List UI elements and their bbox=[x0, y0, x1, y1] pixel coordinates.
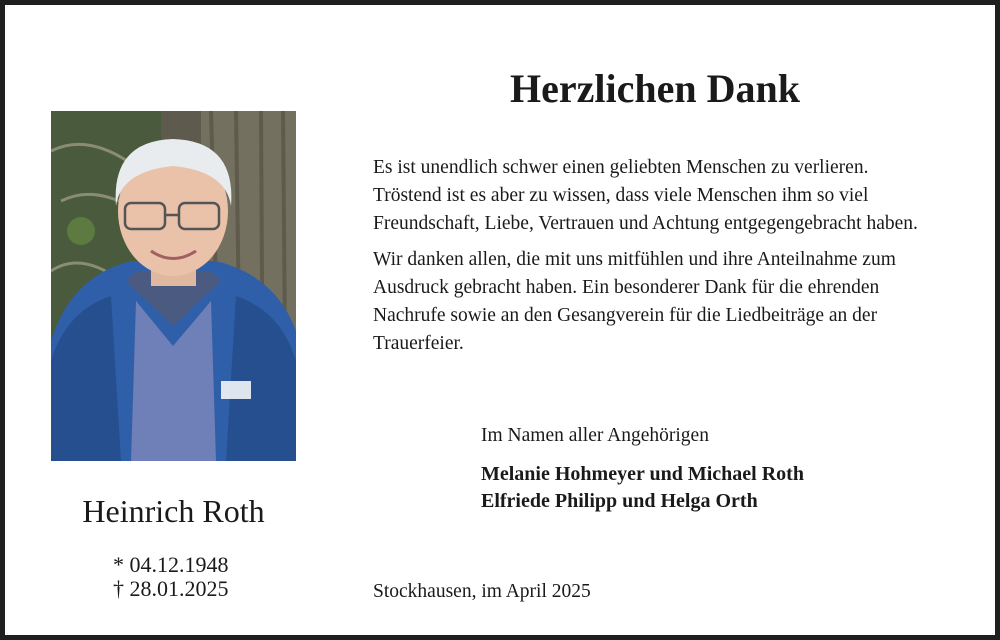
text-line: Ausdruck gebracht haben. Ein besonderer Dank für die ehrenden bbox=[373, 277, 880, 298]
deceased-name: Heinrich Roth bbox=[82, 493, 265, 529]
signoff-line: Im Namen aller Angehörigen bbox=[481, 425, 709, 446]
text-line: Tröstend ist es aber zu wissen, dass viele Menschen ihm so viel bbox=[373, 185, 869, 206]
signer-line: Melanie Hohmeyer und Michael Roth bbox=[481, 463, 804, 485]
portrait-photo bbox=[51, 111, 296, 461]
thanks-paragraph-2 bbox=[373, 246, 973, 358]
text-line: Nachrufe sowie an den Gesangverein für die Liedbeiträge an der bbox=[373, 305, 878, 326]
life-dates bbox=[113, 553, 229, 601]
death-date: † 28.01.2025 bbox=[113, 576, 229, 601]
portrait-illustration bbox=[51, 111, 296, 461]
signers-block bbox=[481, 461, 804, 515]
text-line: Wir danken allen, die mit uns mitfühlen und ihre Anteilnahme zum bbox=[373, 249, 896, 270]
thanks-paragraph-1 bbox=[373, 154, 973, 238]
text-line: Es ist unendlich schwer einen geliebten Menschen zu verlieren. bbox=[373, 157, 869, 178]
birth-date: * 04.12.1948 bbox=[113, 552, 229, 577]
place-date: Stockhausen, im April 2025 bbox=[373, 581, 591, 602]
text-line: Trauerfeier. bbox=[373, 333, 464, 354]
text-line: Freundschaft, Liebe, Vertrauen und Achtung entgegengebracht haben. bbox=[373, 213, 918, 234]
signer-line: Elfriede Philipp und Helga Orth bbox=[481, 490, 758, 512]
page-title: Herzlichen Dank bbox=[510, 66, 800, 111]
